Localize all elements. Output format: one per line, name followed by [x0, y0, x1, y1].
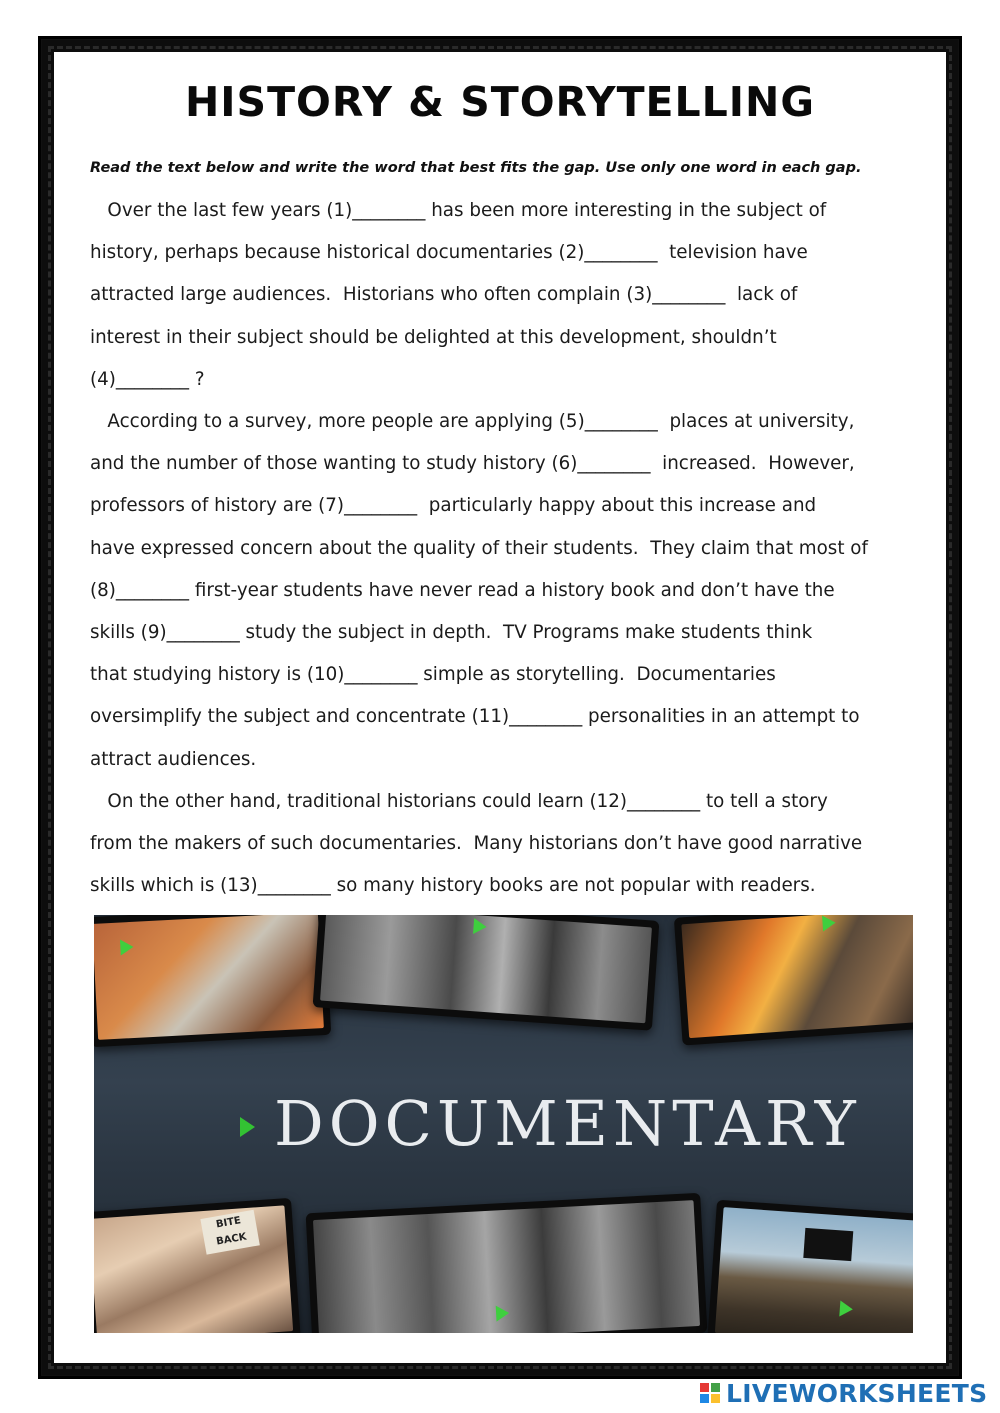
passage-line: Over the last few years (1)________ has been more interesting in the subject of	[90, 200, 827, 221]
passage-line: history, perhaps because historical documentaries (2)________ television have	[90, 242, 808, 264]
passage-line: skills (9)________ study the subject in depth. TV Programs make students think	[90, 622, 813, 644]
passage-line: attracted large audiences. Historians who often complain (3)________ lack of	[90, 284, 798, 306]
tablet-children-photo	[313, 915, 660, 1031]
passage-line: (8)________ first-year students have never read a history book and don’t have the	[90, 579, 835, 601]
play-icon	[473, 918, 487, 935]
sign-text: BITE BACK	[215, 1215, 248, 1248]
passage-line: skills which is (13)________ so many history books are not popular with readers.	[90, 875, 816, 897]
tablet-protest-crowd	[94, 915, 331, 1047]
passage-line: oversimplify the subject and concentrate (11)________ personalities in an attempt to	[90, 706, 860, 728]
logo-square	[711, 1394, 720, 1403]
logo-square	[700, 1383, 709, 1392]
passage-line: According to a survey, more people are applying (5)________ places at university,	[90, 411, 855, 433]
tablet-protesters	[94, 1198, 301, 1333]
play-icon	[120, 939, 134, 956]
passage-line: that studying history is (10)________ simple as storytelling. Documentaries	[90, 664, 776, 686]
passage-line: have expressed concern about the quality of their students. They claim that most of	[90, 537, 868, 559]
logo-square	[711, 1383, 720, 1392]
logo-square	[700, 1394, 709, 1403]
passage-line: attract audiences.	[90, 748, 257, 770]
passage-line: (4)________ ?	[90, 368, 205, 390]
tablet-officers-photo	[306, 1193, 708, 1333]
logo-grid-icon	[700, 1383, 720, 1403]
instructions-text: Read the text below and write the word that best fits the gap. Use only one word in each gap.	[90, 160, 862, 176]
passage-line: interest in their subject should be delighted at this development, shouldn’t	[90, 326, 777, 348]
logo-text: LIVEWORKSHEETS	[726, 1378, 988, 1408]
tablet-riot-fire	[674, 915, 913, 1046]
play-icon	[496, 1305, 510, 1322]
worksheet-title: HISTORY & STORYTELLING	[184, 78, 816, 126]
passage-line: professors of history are (7)________ particularly happy about this increase and	[90, 495, 817, 517]
passage-line: On the other hand, traditional historians could learn (12)________ to tell a story	[90, 790, 828, 812]
documentary-caption: DOCUMENTARY	[274, 1087, 861, 1160]
play-icon	[839, 1301, 853, 1318]
passage-line: and the number of those wanting to study history (6)________ increased. However,	[90, 453, 855, 475]
tablet-militants	[707, 1200, 913, 1333]
liveworksheets-logo	[700, 1378, 987, 1408]
play-icon	[240, 1117, 255, 1137]
passage	[90, 190, 920, 907]
passage-line: from the makers of such documentaries. Many historians don’t have good narrative	[90, 833, 863, 855]
black-flag	[803, 1228, 853, 1261]
documentary-image	[94, 915, 913, 1333]
play-icon	[822, 915, 836, 931]
